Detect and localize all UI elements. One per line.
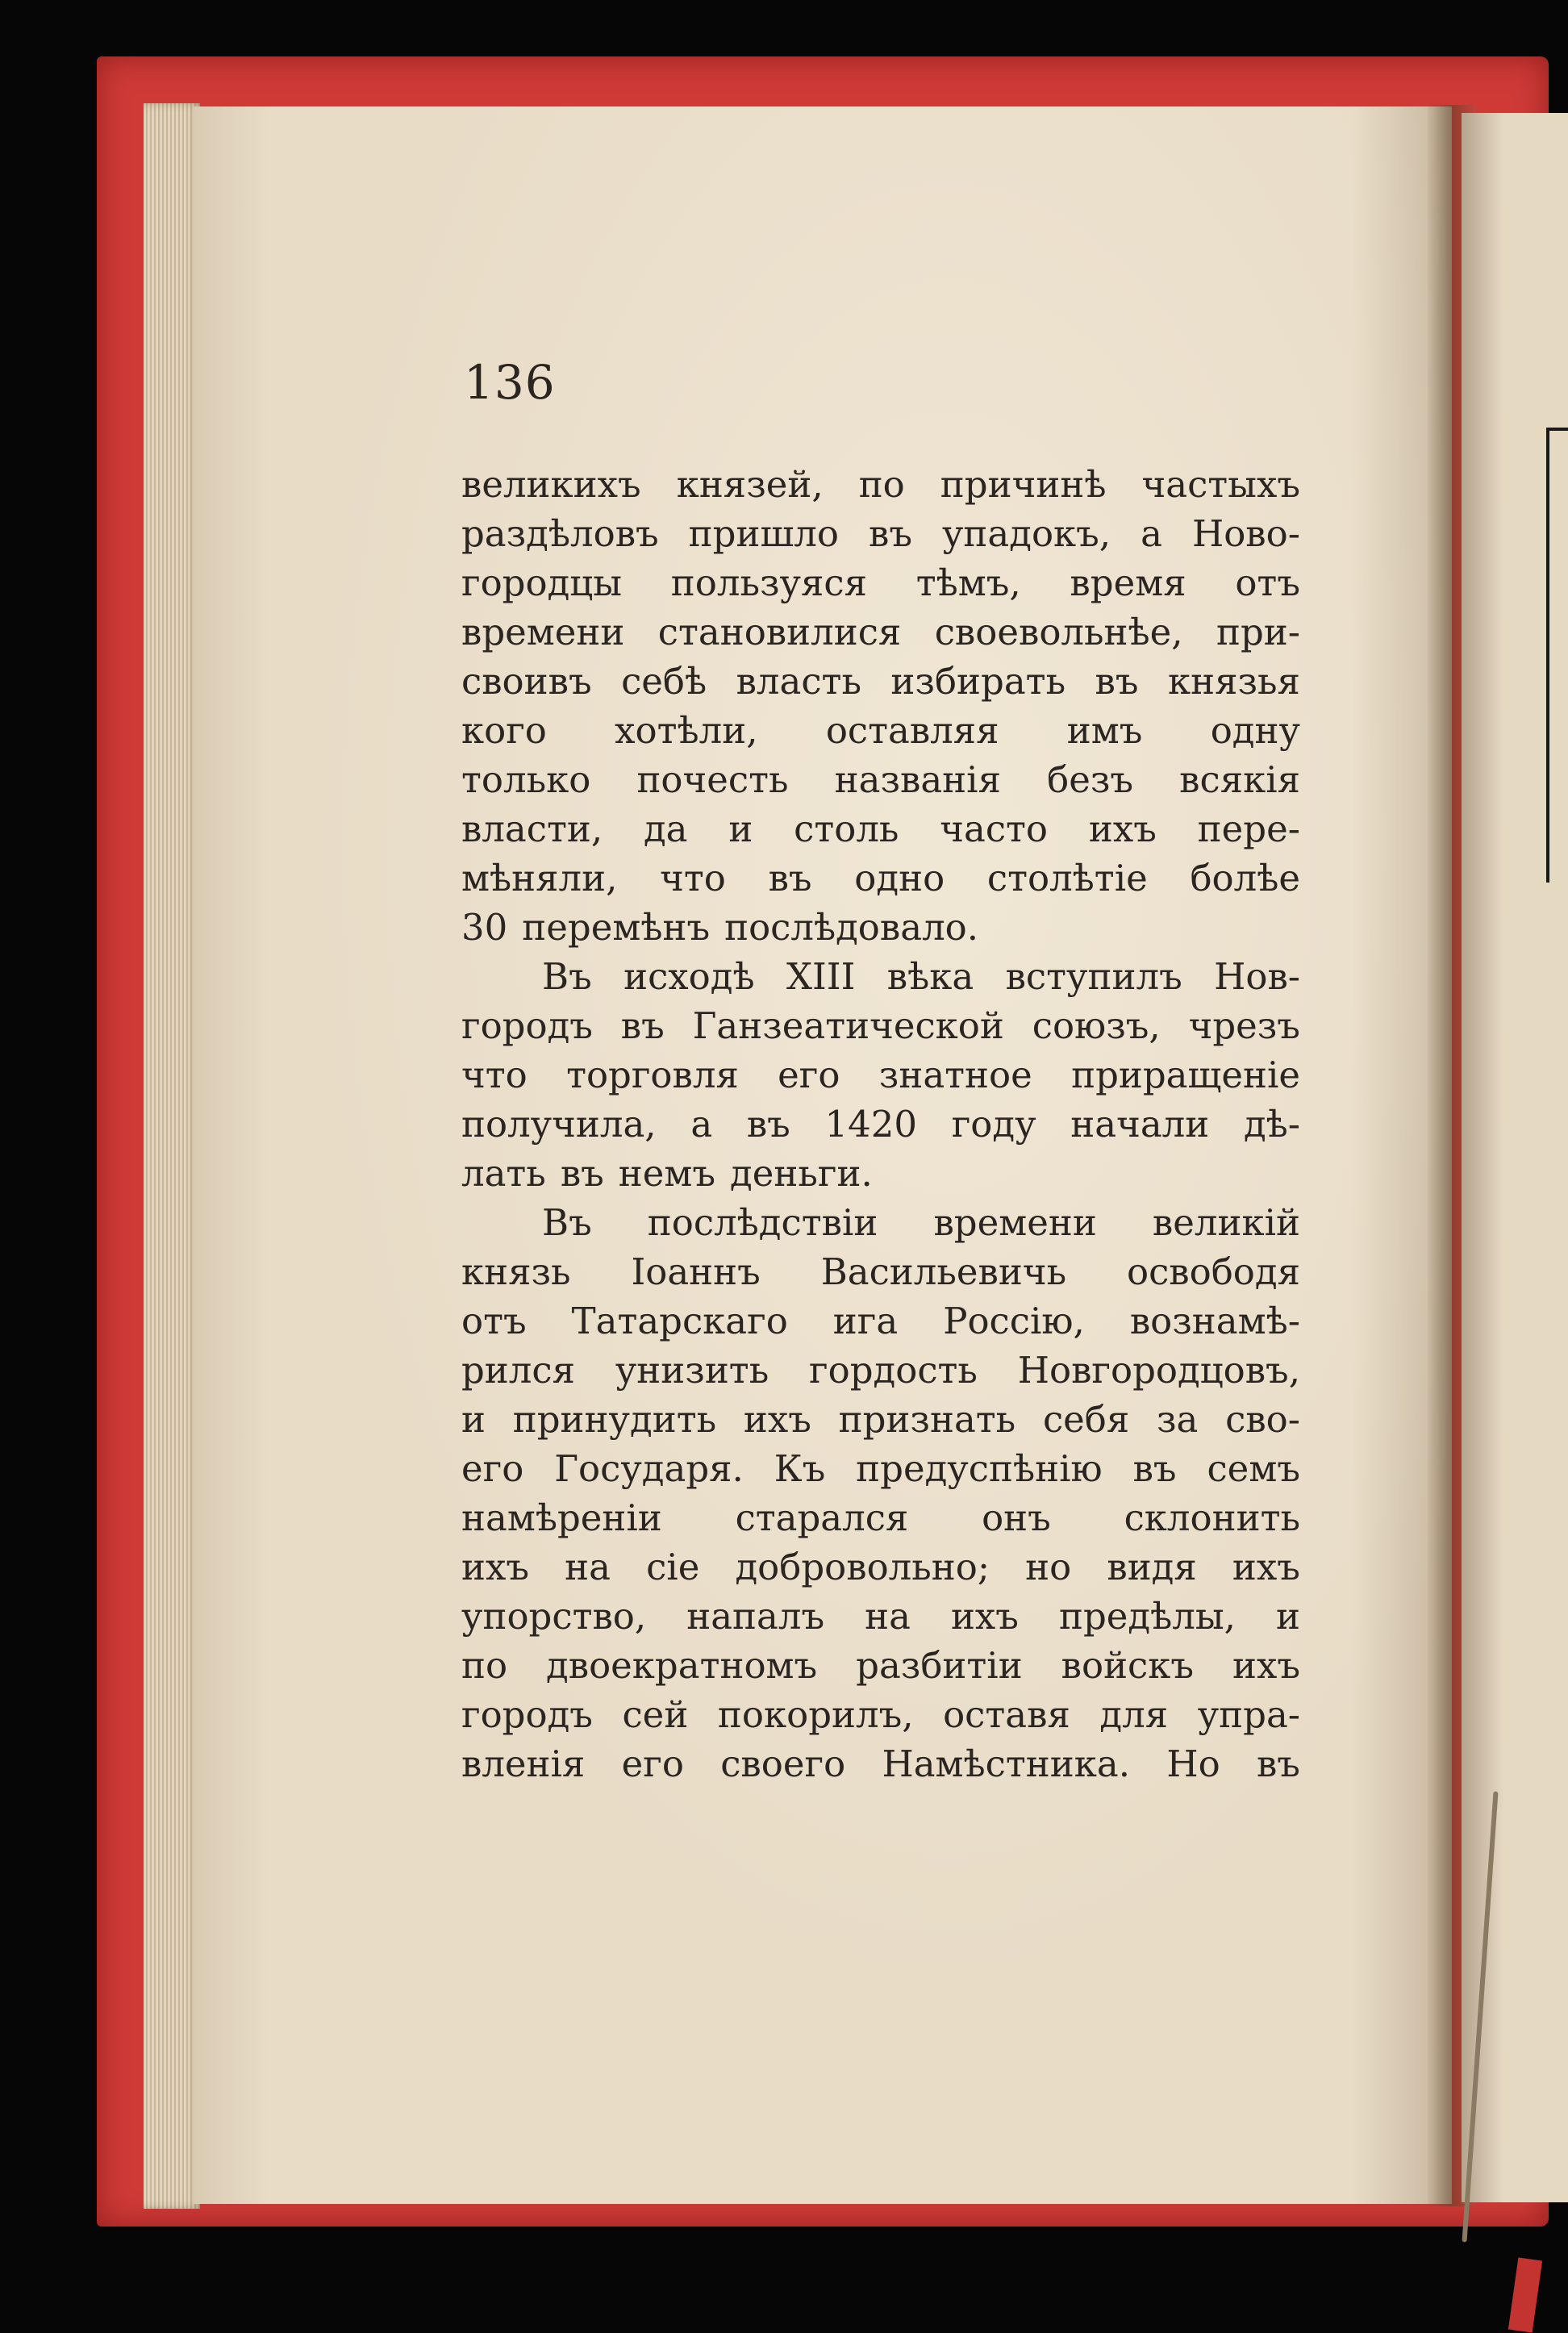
word: видя — [1107, 1546, 1197, 1588]
word: всякія — [1179, 758, 1300, 801]
text-line — [461, 1542, 1300, 1592]
word: упра- — [1197, 1693, 1300, 1736]
text-line — [461, 607, 1300, 657]
text-line — [461, 1395, 1300, 1444]
word: на — [565, 1546, 611, 1588]
word: принудить — [512, 1398, 717, 1441]
word: Намѣстника. — [882, 1742, 1131, 1785]
word: рился — [461, 1349, 575, 1392]
word: разбитіи — [856, 1644, 1023, 1687]
word: сіе — [646, 1546, 700, 1588]
word: городъ — [461, 1693, 593, 1736]
text-line — [461, 460, 1300, 509]
word: но — [1025, 1546, 1072, 1588]
word: ихъ — [1232, 1644, 1300, 1687]
word: вознамѣ- — [1129, 1300, 1300, 1342]
word: князья — [1167, 660, 1300, 703]
word: начали — [1070, 1103, 1210, 1146]
word: онъ — [982, 1496, 1051, 1539]
word: своивъ — [461, 660, 592, 703]
word: XIII — [786, 955, 856, 998]
word: предуспѣнію — [856, 1447, 1103, 1490]
word: Къ — [774, 1447, 826, 1490]
word: тѣмъ, — [915, 561, 1021, 604]
word: своего — [720, 1742, 846, 1785]
text-line — [461, 1592, 1300, 1641]
word: что — [461, 1054, 528, 1096]
word: напалъ — [686, 1595, 825, 1638]
word: намѣреніи — [461, 1496, 662, 1539]
word: за — [1157, 1398, 1199, 1441]
word: оставляя — [825, 709, 999, 752]
word: отъ — [461, 1300, 527, 1342]
word: а — [1141, 512, 1162, 555]
word: упорство, — [461, 1595, 647, 1638]
word: предѣлы, — [1058, 1595, 1236, 1638]
word: сей — [622, 1693, 689, 1736]
word: Новгородцовъ, — [1017, 1349, 1300, 1392]
word: сво- — [1225, 1398, 1300, 1441]
word: болѣе — [1190, 857, 1300, 899]
word: Іоаннъ — [631, 1250, 761, 1293]
word: исходѣ — [623, 955, 755, 998]
word: въ — [868, 512, 912, 555]
word: старался — [735, 1496, 909, 1539]
word: кого — [461, 709, 547, 752]
word: 1420 — [824, 1103, 918, 1146]
word: для — [1099, 1693, 1169, 1736]
word: добровольно; — [735, 1546, 990, 1588]
word: его — [621, 1742, 684, 1785]
word: князь — [461, 1250, 571, 1293]
binding-thread — [1462, 1791, 1498, 2242]
word: столѣтіе — [986, 857, 1148, 899]
word: при- — [1216, 611, 1300, 653]
word: вѣка — [886, 955, 974, 998]
text-line — [461, 706, 1300, 755]
text-line — [461, 657, 1300, 706]
text-line — [461, 509, 1300, 558]
word: въ — [746, 1103, 790, 1146]
word: немъ — [618, 1152, 716, 1195]
printed-frame-fragment — [1546, 428, 1568, 883]
ribbon-marker — [1508, 2257, 1542, 2332]
word: городцы — [461, 561, 623, 604]
word: дѣ- — [1243, 1103, 1300, 1146]
word: и — [728, 808, 753, 850]
word: Татарскаго — [571, 1300, 788, 1342]
word: пришло — [688, 512, 839, 555]
text-line — [461, 1444, 1300, 1493]
word: имъ — [1066, 709, 1143, 752]
word: становилися — [657, 611, 902, 653]
word: 30 — [461, 906, 508, 949]
word: вленія — [461, 1742, 586, 1785]
text-line — [461, 1198, 1300, 1247]
word: да — [643, 808, 688, 850]
word: по — [461, 1644, 508, 1687]
word: князей, — [676, 463, 824, 506]
word: покорилъ, — [717, 1693, 914, 1736]
word: раздѣловъ — [461, 512, 659, 555]
text-line — [461, 853, 1300, 903]
text-line — [461, 1100, 1300, 1149]
word: вступилъ — [1005, 955, 1182, 998]
text-line — [461, 804, 1300, 853]
word: послѣдствіи — [647, 1201, 878, 1244]
word: мѣняли, — [461, 857, 618, 899]
word: часто — [940, 808, 1049, 850]
word: освободя — [1126, 1250, 1300, 1293]
text-line — [461, 1493, 1300, 1542]
text-line — [461, 1690, 1300, 1739]
word: чрезъ — [1188, 1004, 1300, 1047]
word: Ганзеатической — [692, 1004, 1004, 1047]
word: себѣ — [621, 660, 707, 703]
word: городъ — [461, 1004, 593, 1047]
word: Въ — [542, 1201, 592, 1244]
word: своевольнѣе, — [934, 611, 1183, 653]
word: въ — [620, 1004, 665, 1047]
word: что — [660, 857, 726, 899]
word: ихъ — [1232, 1546, 1300, 1588]
text-line — [461, 1346, 1300, 1395]
word: перемѣнъ — [522, 906, 711, 949]
word: и — [1275, 1595, 1300, 1638]
word: упадокъ, — [941, 512, 1111, 555]
word: деньги. — [730, 1152, 873, 1195]
word: войскъ — [1061, 1644, 1195, 1687]
word: ига — [832, 1300, 899, 1342]
word: власти, — [461, 808, 603, 850]
text-line — [461, 1050, 1300, 1100]
word: Ново- — [1191, 512, 1300, 555]
word: склонить — [1124, 1496, 1300, 1539]
page-number: 136 — [464, 355, 556, 410]
word: хотѣли, — [615, 709, 758, 752]
word: одну — [1210, 709, 1300, 752]
text-line — [461, 903, 1300, 952]
word: пере- — [1197, 808, 1300, 850]
word: его — [778, 1054, 840, 1096]
text-line — [461, 1247, 1300, 1296]
word: признать — [838, 1398, 1016, 1441]
word: ихъ — [950, 1595, 1019, 1638]
word: себя — [1042, 1398, 1130, 1441]
word: въ — [1132, 1447, 1177, 1490]
word: на — [865, 1595, 911, 1638]
word: отъ — [1235, 561, 1300, 604]
word: ихъ — [743, 1398, 811, 1441]
word: Россію, — [943, 1300, 1085, 1342]
word: а — [690, 1103, 713, 1146]
word: знатное — [878, 1054, 1032, 1096]
word: частыхъ — [1141, 463, 1300, 506]
word: только — [461, 758, 591, 801]
text-line — [461, 558, 1300, 607]
word: почесть — [636, 758, 789, 801]
word: Въ — [542, 955, 592, 998]
word: приращеніе — [1071, 1054, 1300, 1096]
text-line — [461, 1296, 1300, 1346]
word: ихъ — [461, 1546, 530, 1588]
word: причинѣ — [940, 463, 1107, 506]
word: великихъ — [461, 463, 641, 506]
word: унизить — [615, 1349, 769, 1392]
word: Васильевичь — [820, 1250, 1067, 1293]
word: двоекратномъ — [546, 1644, 818, 1687]
text-line — [461, 1001, 1300, 1050]
text-line — [461, 952, 1300, 1001]
word: избирать — [890, 660, 1066, 703]
word: оставя — [943, 1693, 1070, 1736]
word: въ — [560, 1152, 604, 1195]
word: Государя. — [554, 1447, 744, 1490]
text-line — [461, 755, 1300, 804]
word: союзъ, — [1032, 1004, 1161, 1047]
text-line — [461, 1739, 1300, 1788]
text-line — [461, 1149, 1300, 1198]
word: безъ — [1047, 758, 1134, 801]
word: по — [858, 463, 905, 506]
word: году — [951, 1103, 1036, 1146]
word: пользуяся — [670, 561, 867, 604]
word: одно — [854, 857, 945, 899]
word: времени — [461, 611, 625, 653]
word: лать — [461, 1152, 546, 1195]
word: времени — [933, 1201, 1097, 1244]
word: Но — [1166, 1742, 1220, 1785]
word: столь — [794, 808, 899, 850]
right-page — [1462, 113, 1568, 2202]
word: время — [1070, 561, 1186, 604]
word: его — [461, 1447, 524, 1490]
page-edges — [144, 103, 200, 2209]
word: власть — [736, 660, 861, 703]
word: торговля — [566, 1054, 739, 1096]
word: Нов- — [1214, 955, 1300, 998]
word: въ — [1095, 660, 1139, 703]
word: получила, — [461, 1103, 657, 1146]
word: и — [461, 1398, 486, 1441]
text-line — [461, 1641, 1300, 1690]
word: великій — [1152, 1201, 1300, 1244]
word: послѣдовало. — [724, 906, 979, 949]
word: семъ — [1207, 1447, 1300, 1490]
word: въ — [1256, 1742, 1300, 1785]
text-block — [461, 460, 1300, 1788]
word: названія — [834, 758, 1001, 801]
word: ихъ — [1088, 808, 1157, 850]
word: въ — [768, 857, 812, 899]
word: гордость — [809, 1349, 978, 1392]
